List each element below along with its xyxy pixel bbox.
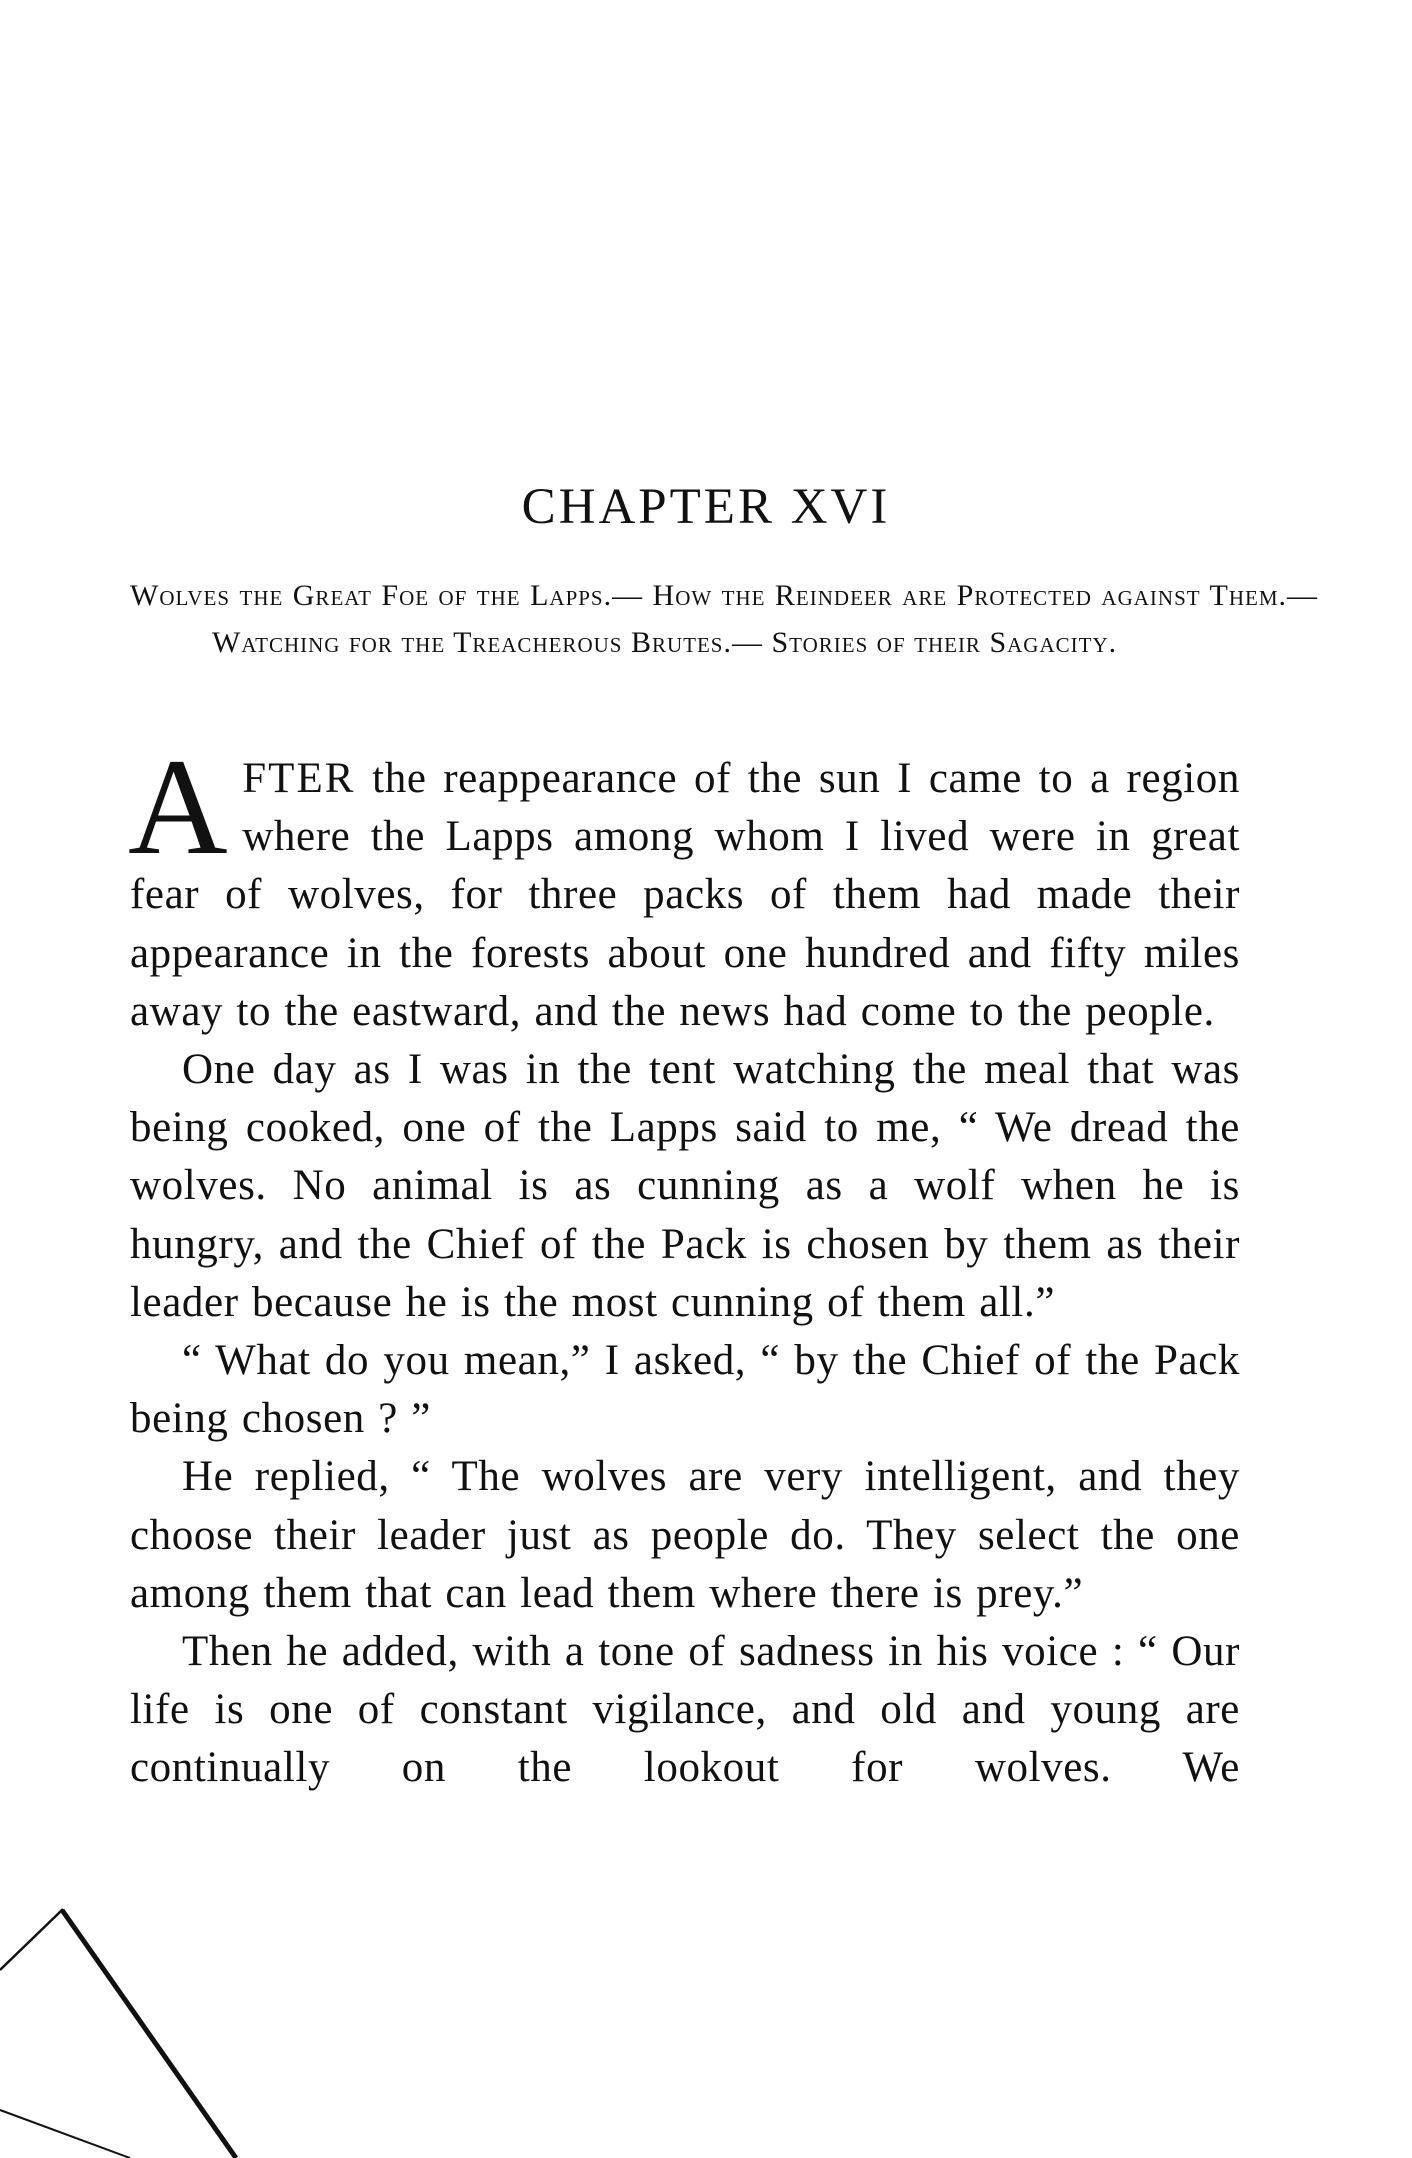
opening-words: FTER [242,755,356,802]
chapter-body [128,730,1240,1798]
paragraph-1-text: the reappearance of the sun I came to a region where the Lapps among whom I lived were in great fear of wolves, for three packs of them had made their appearance in the forests about one hundred and fifty miles away to the eastward, and the news had come to the people. [130,755,1240,1035]
paragraph-4: He replied, “ The wolves are very intelligent, and they choose their leader just as people do. They select the one among them that can lead them where there is prey.” [130,1453,1240,1617]
paragraph-2: One day as I was in the tent watching the meal that was being cooked, one of the Lapps said to me, “ We dread the wolves. No animal is as cunning as a wolf when he is hungry, and the Chief of the Pack is chosen by them as their leader because he is the most cunning of them all.” [130,1046,1240,1326]
page-corner-fold-mark [0,1880,260,2158]
drop-cap: A [128,730,229,883]
paragraph-5: Then he added, with a tone of sadness in his voice : “ Our life is one of constant vigilance, and old and young are continually on the lookout for wolves. We [130,1628,1240,1792]
paragraph-3: “ What do you mean,” I asked, “ by the Chief of the Pack being chosen ? ” [130,1337,1240,1443]
paragraph-1 [128,730,1240,1041]
chapter-summary: Wolves the Great Foe of the Lapps.— How the Reindeer are Protected against Them.— Watching for the Treacherous Brutes.— Stories of their Sagacity. [130,579,1318,659]
chapter-title: CHAPTER XVI [521,479,891,535]
